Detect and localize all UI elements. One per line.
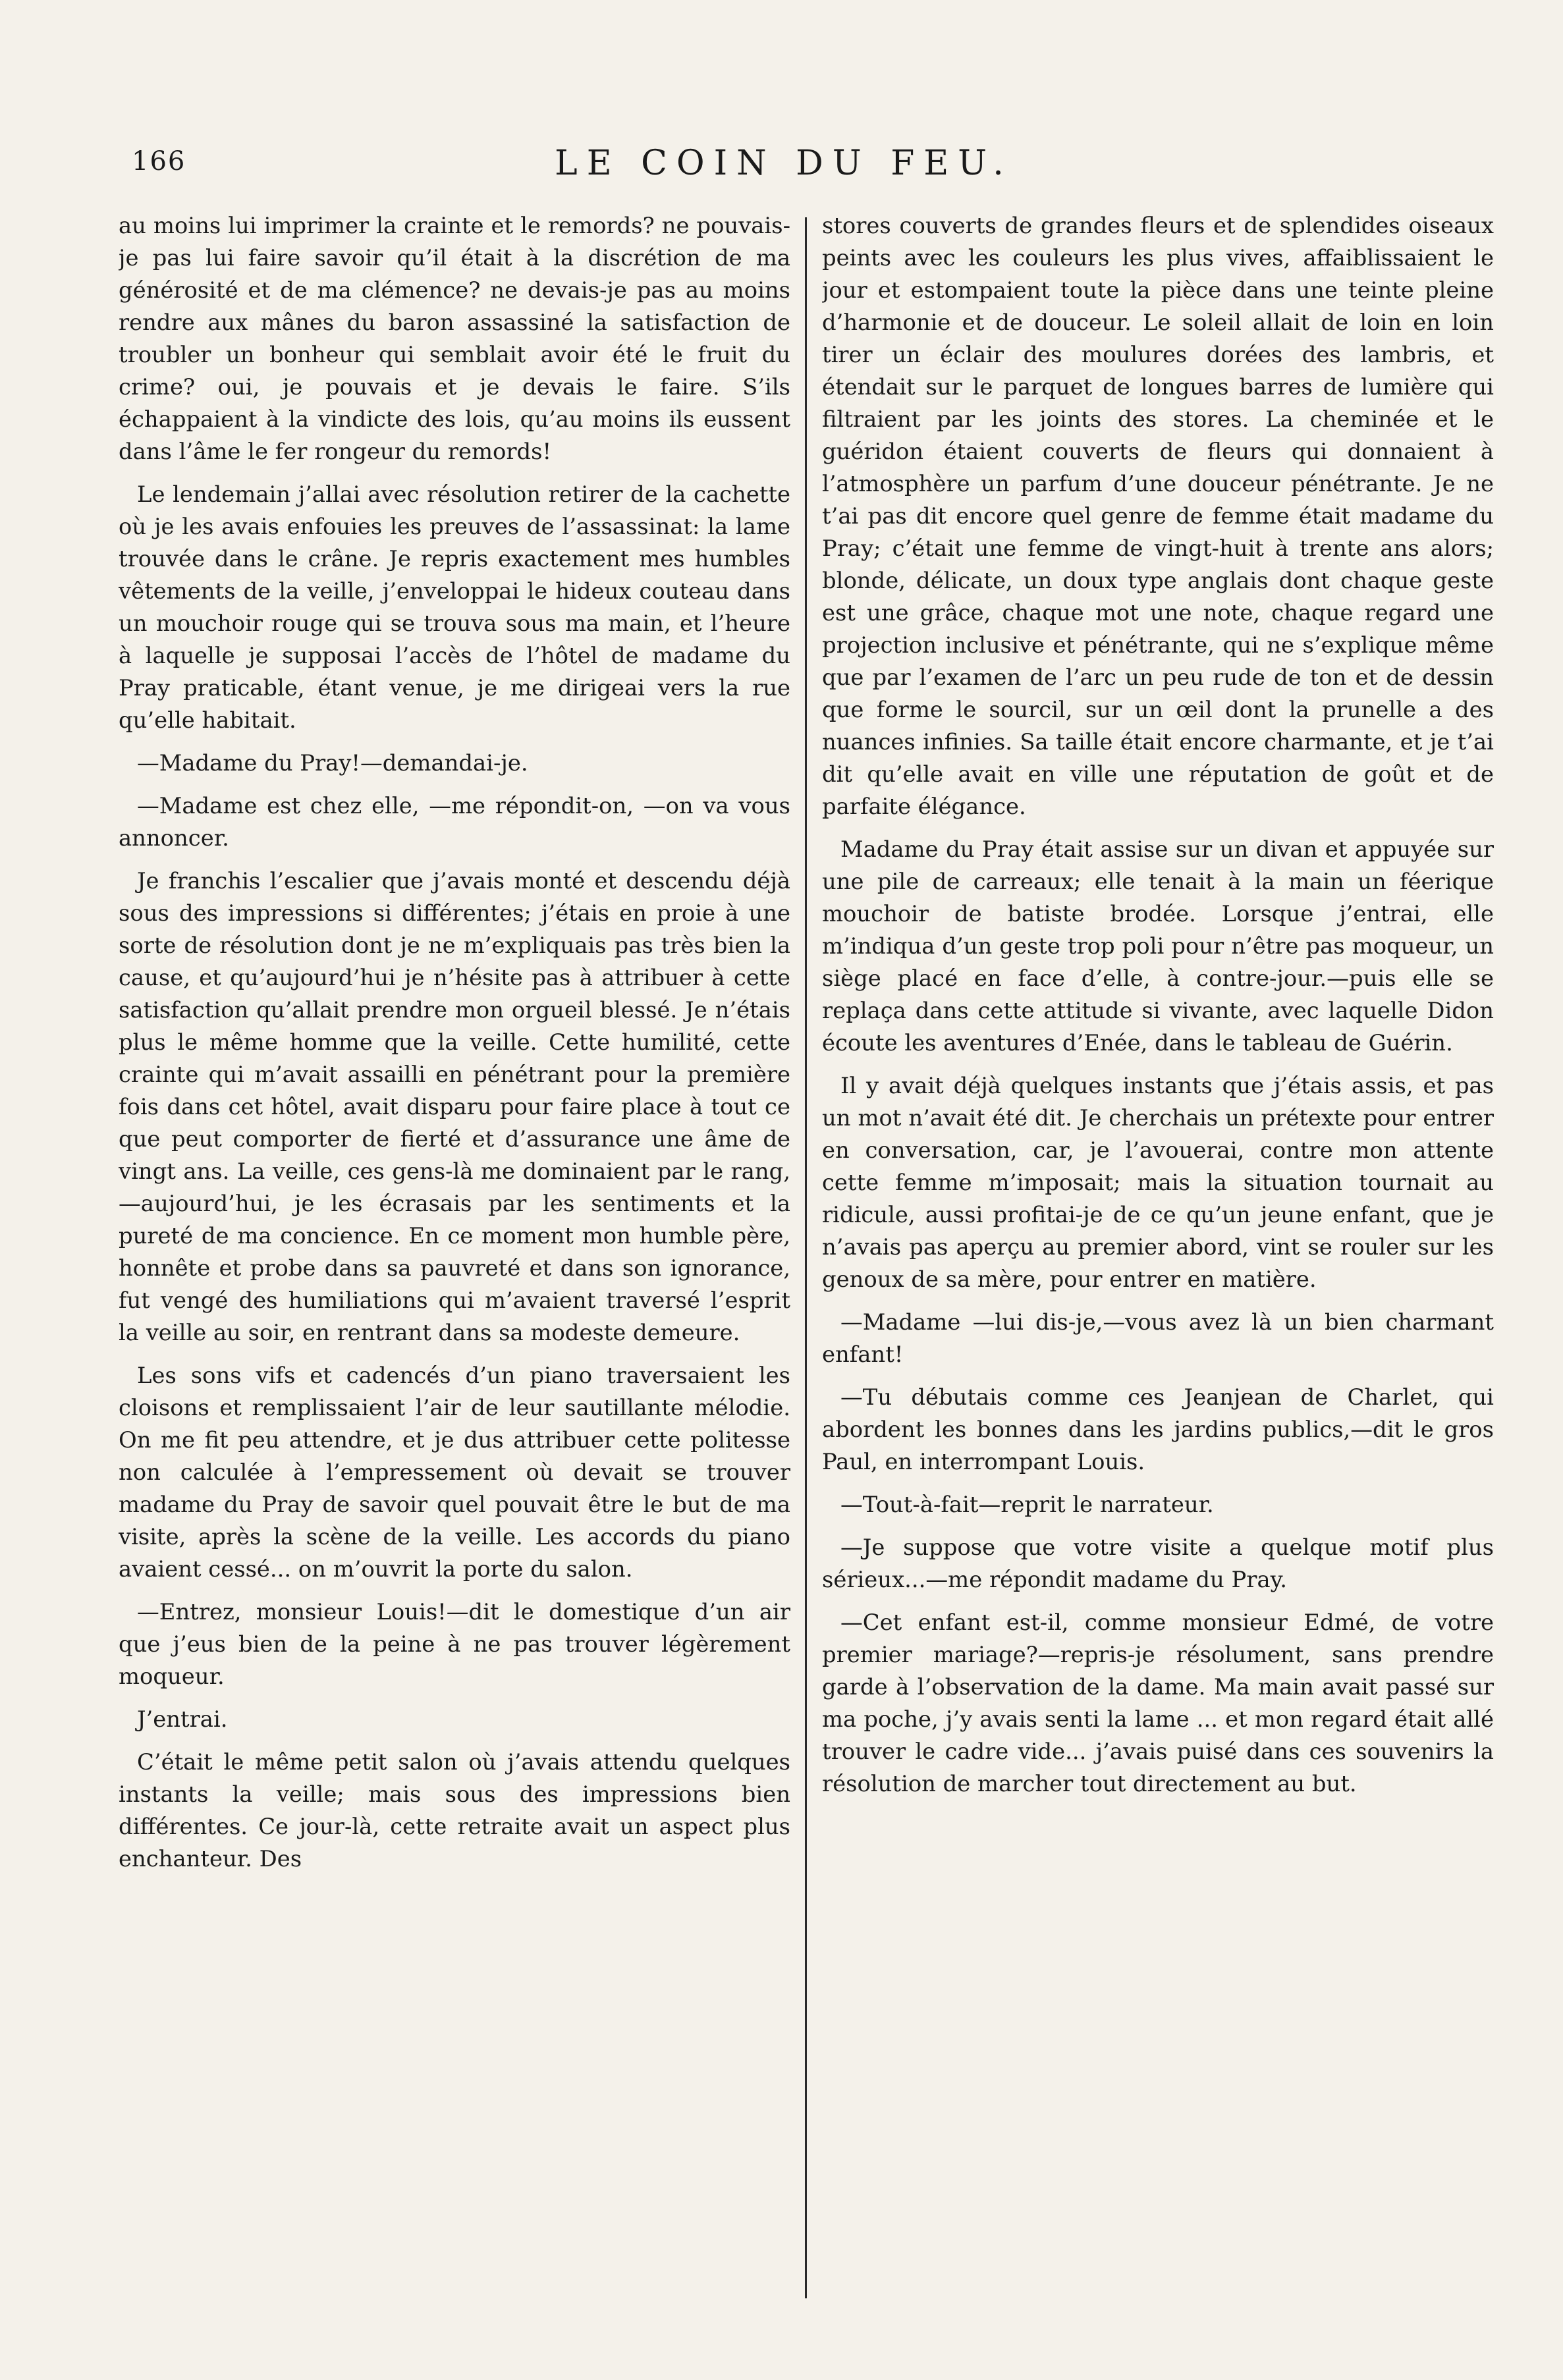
running-title: LE COIN DU FEU. <box>555 144 1013 183</box>
dialogue-line: —Madame —lui dis-je,—vous avez là un bien charmant enfant! <box>822 1309 1494 1367</box>
page-number: 166 <box>132 146 186 176</box>
paragraph: J’entrai. <box>137 1706 228 1732</box>
paragraph: Il y avait déjà quelques instants que j’étais assis, et pas un mot n’avait été dit. Je cherchais un prétexte pour entrer en conversation, car, je l’avouerai, contre mon attente cette femme m’imposait; mais la situation tournait au ridicule, aussi profitai-je de ce qu’un jeune enfant, que je n’avais pas aperçu au premier abord, vint se rouler sur les genoux de sa mère, pour entrer en matière. <box>822 1073 1494 1292</box>
paragraph: Les sons vifs et cadencés d’un piano traversaient les cloisons et remplissaient l’air de leur sautillante mélodie. On me fit peu attendre, et je dus attribuer cette politesse non calculée à l’empressement où devait se trouver madame du Pray de savoir quel pouvait être le but de ma visite, après la scène de la veille. Les accords du piano avaient cessé... on m’ouvrit la porte du salon. <box>119 1363 790 1582</box>
paragraph: Le lendemain j’allai avec résolution retirer de la cachette où je les avais enfouies les preuves de l’assassinat: la lame trouvée dans le crâne. Je repris exactement mes humbles vêtements de la veille, j’enveloppai le hideux couteau dans un mouchoir rouge qui se trouva sous ma main, et l’heure à laquelle je supposai l’accès de l’hôtel de madame du Pray praticable, étant venue, je me dirigeai vers la rue qu’elle habitait. <box>119 481 790 733</box>
left-column <box>119 209 790 2317</box>
dialogue-line: —Cet enfant est-il, comme monsieur Edmé, de votre premier mariage?—repris-je résolument, sans prendre garde à l’observation de la dame. Ma main avait passé sur ma poche, j’y avais senti la lame ... et mon regard était allé trouver le cadre vide... j’avais puisé dans ces souvenirs la résolution de marcher tout directement au but. <box>822 1609 1494 1797</box>
page-header <box>119 140 1449 192</box>
dialogue-line: —Entrez, monsieur Louis!—dit le domestique d’un air que j’eus bien de la peine à ne pas trouver légèrement moqueur. <box>119 1599 790 1689</box>
right-column <box>822 209 1494 2317</box>
paragraph: C’était le même petit salon où j’avais attendu quelques instants la veille; mais sous des impressions bien différentes. Ce jour-là, cette retraite avait un aspect plus enchanteur. Des <box>119 1749 790 1872</box>
paragraph: Madame du Pray était assise sur un divan et appuyée sur une pile de carreaux; elle tenait à la main un féerique mouchoir de batiste brodée. Lorsque j’entrai, elle m’indiqua d’un geste trop poli pour n’être pas moqueur, un siège placé en face d’elle, à contre-jour.—puis elle se replaça dans cette attitude si vivante, avec laquelle Didon écoute les aventures d’Enée, dans le tableau de Guérin. <box>822 836 1494 1056</box>
dialogue-line: —Madame du Pray!—demandai-je. <box>137 750 528 776</box>
paragraph: stores couverts de grandes fleurs et de splendides oiseaux peints avec les couleurs les plus vives, affaiblissaient le jour et estompaient toute la pièce dans une teinte pleine d’harmonie et de douceur. Le soleil allait de loin en loin tirer un éclair des moulures dorées des lambris, et étendait sur le parquet de longues barres de lumière qui filtraient par les joints des stores. La cheminée et le guéridon étaient couverts de fleurs qui donnaient à l’atmosphère un parfum d’une douceur pénétrante. Je ne t’ai pas dit encore quel genre de femme était madame du Pray; c’était une femme de vingt-huit à trente ans alors; blonde, délicate, un doux type anglais dont chaque geste est une grâce, chaque mot une note, chaque regard une projection inclusive et pénétrante, qui ne s’explique même que par l’examen de l’arc un peu rude de ton et de dessin que forme le sourcil, sur un œil dont la prunelle a des nuances infinies. Sa taille était encore charmante, et je t’ai dit qu’elle avait en ville une réputation de goût et de parfaite élégance. <box>822 213 1494 819</box>
dialogue-line: —Tout-à-fait—reprit le narrateur. <box>840 1492 1214 1517</box>
column-divider <box>805 217 807 2298</box>
dialogue-line: —Madame est chez elle, —me répondit-on, —on va vous annoncer. <box>119 793 790 851</box>
dialogue-line: —Je suppose que votre visite a quelque motif plus sérieux...—me répondit madame du Pray. <box>822 1534 1494 1592</box>
paragraph: au moins lui imprimer la crainte et le remords? ne pouvais-je pas lui faire savoir qu’il était à la discrétion de ma générosité et de ma clémence? ne devais-je pas au moins rendre aux mânes du baron assassiné la satisfaction de troubler un bonheur qui semblait avoir été le fruit du crime? oui, je pouvais et je devais le faire. S’ils échappaient à la vindicte des lois, qu’au moins ils eussent dans l’âme le fer rongeur du remords! <box>119 213 790 464</box>
paragraph: Je franchis l’escalier que j’avais monté et descendu déjà sous des impressions si différentes; j’étais en proie à une sorte de résolution dont je ne m’expliquais pas très bien la cause, et qu’aujourd’hui je n’hésite pas à attribuer à cette satisfaction qu’allait prendre mon orgueil blessé. Je n’étais plus le même homme que la veille. Cette humilité, cette crainte qui m’avait assailli en pénétrant pour la première fois dans cet hôtel, avait disparu pour faire place à tout ce que peut comporter de fierté et d’assurance une âme de vingt ans. La veille, ces gens-là me dominaient par le rang,—aujourd’hui, je les écrasais par les sentiments et la pureté de ma concience. En ce moment mon humble père, honnête et probe dans sa pauvreté et dans son ignorance, fut vengé des humiliations qui m’avaient traversé l’esprit la veille au soir, en rentrant dans sa modeste demeure. <box>119 868 790 1345</box>
dialogue-line: —Tu débutais comme ces Jeanjean de Charlet, qui abordent les bonnes dans les jardins publics,—dit le gros Paul, en interrompant Louis. <box>822 1384 1494 1474</box>
